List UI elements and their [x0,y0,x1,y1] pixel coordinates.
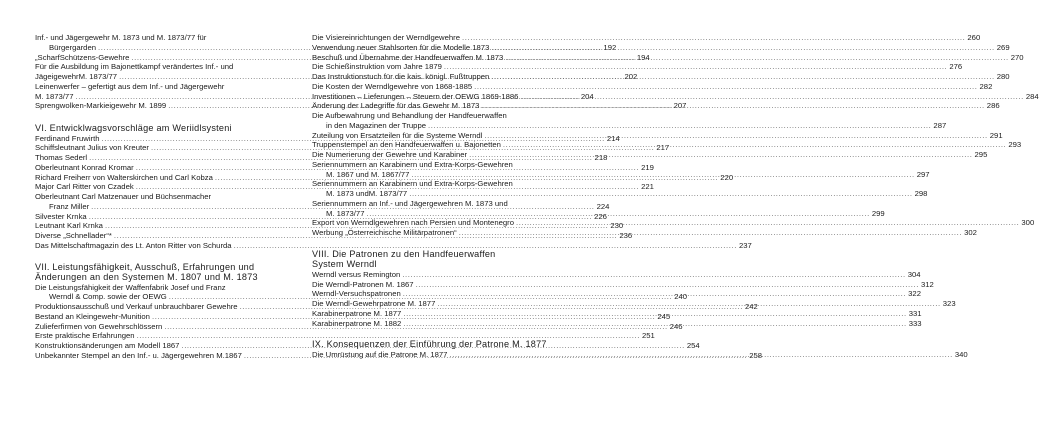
page-number: 299 [871,208,885,218]
toc-entry-title: Erste praktische Erfahrungen [35,331,135,341]
toc-entry-title: Schiffsleutnant Julius von Kreuter [35,143,149,153]
toc-entry-title: Unbekannter Stempel an den Inf.- u. Jägergewehren M.1867 [35,350,242,360]
page-number: 297 [916,169,930,179]
toc-entry-text: Die Leistungsfähigkeit der Waffenfabrik Josef und Franz [35,282,226,292]
page-number: 230 [610,221,624,231]
toc-entry-title: Die Schießinstruktion vom Jahre 1879 [312,62,442,72]
toc-entry-title: Produktionsausschuß und Verkauf unbrauchbarer Gewehre [35,302,238,311]
toc-entry-title: Karabinerpatrone M. 1877 [312,308,402,318]
toc-entry-title: Werndl versus Remington [312,269,401,279]
page-number: 258 [749,350,763,360]
page-number: 304 [907,269,921,279]
toc-entry-title: M. 1873/77 [326,208,365,218]
page-number: 270 [1010,52,1024,62]
toc-entry-text: Seriennummern an Karabinern und Extra-Korps-Gewehren [312,159,513,169]
page-number: 194 [636,52,650,62]
page-number: 214 [606,133,620,143]
toc-entry-title: Die Numerierung der Gewehre und Karabiner [312,150,468,159]
page-number: 302 [964,228,977,237]
toc-entry [312,189,928,199]
toc-entry [312,269,921,280]
toc-entry-text: Leinenwerfer – gefertigt aus dem Inf.- und Jägergewehr [35,81,225,91]
toc-entry-title: JägeigewehrM. 1873/77 [35,72,118,81]
page-number: 286 [986,101,1000,111]
toc-entry-text: Inf.- und Jägergewehr M. 1873 und M. 1873/77 für [35,33,207,42]
dot-leader [428,121,931,131]
toc-entry [312,81,993,92]
dot-leader [444,62,947,72]
page-number: 246 [669,321,683,331]
dot-leader [366,209,869,219]
dot-leader [474,82,977,92]
page-number: 340 [954,349,968,359]
toc-entry-title: „ScharfSchützens-Gewehre [35,52,130,62]
toc-entry [312,33,981,43]
page-number: 251 [641,331,655,341]
page-number: 331 [908,308,922,318]
section-heading-continued: Änderungen an den Systemen M. 1807 und M. 1873 [35,272,258,282]
toc-entry-title: Die Werndl-Gewehrpatrone M. 1877 [312,299,436,308]
toc-entry-title: M. 1873/77 [35,91,74,101]
page-number: 207 [673,101,687,111]
dot-leader [403,319,906,329]
page-number: 204 [580,91,594,101]
section-heading: VII. Leistungsfähigkeit, Ausschuß, Erfahrungen und [35,261,255,272]
page-number: 293 [1008,140,1022,150]
page-number: 245 [657,311,671,321]
toc-entry-title: Export von Werndlgewehren nach Persien und Montenegro [312,218,514,228]
page-number: 269 [996,42,1010,52]
toc-entry-title: Oberleutnant Konrad Kromar [35,162,134,172]
toc-entry [312,120,947,131]
toc-entry-title: Sprengwolken-Markieigewehr M. 1899 [35,101,167,111]
toc-entry-title: Die Visiereinrichtungen der Werndlgewehre [312,33,460,42]
page-number: 240 [674,292,688,302]
page-number: 287 [933,120,947,130]
dot-leader [449,350,952,360]
toc-entry-title: Zuteilung von Ersatzteilen für die Systeme Werndl [312,130,483,140]
dot-leader [437,299,940,309]
page-number: 192 [603,42,617,52]
page-number: 217 [656,143,670,153]
dot-leader [409,189,912,199]
toc-entry-title: Verwendung neuer Stahlsorten für die Modelle 1873 [312,42,490,52]
toc-entry-title: Werndl-Versuchspatronen [312,289,401,299]
toc-entry-title: M. 1873 undM. 1873/77 [326,189,408,198]
toc-entry-title: Investitionen – Lieferungen – Steuern der OEWG 1869-1886 [312,91,519,101]
page-number: 300 [1021,218,1035,228]
page-number: 202 [624,72,638,81]
toc-entry-text: Die Aufbewahrung und Behandlung der Handfeuerwaffen [312,111,507,120]
toc-entry-title: Truppenstempel an den Handfeuerwaffen u. Bajonetten [312,140,501,150]
page-number: 323 [942,299,956,308]
toc-entry-text: Für die Ausbildung im Bajonettkampf verändertes Inf.- und [35,62,234,72]
page-number: 236 [619,231,633,240]
dot-leader [469,150,972,160]
page-number: 298 [914,189,928,198]
toc-entry [312,279,934,290]
toc-entry-title: Werbung „Österreichische Militärpatronen“ [312,228,457,237]
toc-entry-title: Konstruktionsänderungen am Modell 1867 [35,341,180,350]
dot-leader [462,33,965,43]
page-number: 322 [908,289,921,299]
toc-entry [312,62,963,72]
toc-entry-title: Major Carl Ritter von Czadek [35,182,134,192]
dot-leader [459,228,962,238]
dot-leader [491,43,994,53]
toc-entry-title: Änderung der Ladegriffe für das Gewehr M. 1873 [312,101,480,111]
section-heading: VIII. Die Patronen zu den Handfeuerwaffen [312,248,496,259]
toc-entry-title: in den Magazinen der Truppe [326,120,427,130]
toc-entry-title: Richard Freiherr von Walterskirchen und Carl Kobza [35,172,213,182]
toc-entry-title: Zulieferfirmen von Gewehrschlössern [35,321,163,331]
toc-entry-title: Silvester Krnka [35,211,87,221]
dot-leader [481,101,984,111]
dot-leader [516,218,1019,228]
toc-entry-title: Die Werndl-Patronen M. 1867 [312,279,414,289]
dot-leader [505,53,1008,63]
section-heading: VI. Entwicklwagsvorschläge am Weriidlsysteni [35,123,232,133]
dot-leader [403,309,906,319]
toc-entry-title: Das Instruktionstuch für die kais. königl. Fußtruppen [312,72,490,81]
page-number: 220 [720,172,734,182]
toc-entry-title: Leutnant Karl Krnka [35,221,103,231]
page-number: 295 [974,150,988,159]
section-heading-continued: System Werndl [312,259,377,270]
toc-entry-title: Beschuß und Übernahme der Handfeuerwaffen M. 1873 [312,52,504,62]
dot-leader [503,140,1006,150]
toc-entry-title: Karabinerpatrone M. 1882 [312,318,402,328]
dot-leader [416,280,919,290]
page-number: 291 [989,130,1003,140]
page-number: 260 [967,33,981,42]
page-number: 254 [686,341,700,350]
page-number: 218 [594,153,608,162]
page-number: 237 [738,240,752,250]
toc-entry-title: Ferdinand Fruwirth [35,133,100,143]
section-heading: IX. Konsequenzen der Einführung der Patrone M. 1877 [312,339,547,350]
dot-leader [484,131,987,141]
dot-leader [402,270,905,280]
page-number: 219 [641,162,654,172]
page-number: 276 [949,62,963,72]
toc-entry-text: Oberleutnant Carl Matzenauer und Büchsenmacher [35,192,212,201]
page-number: 242 [744,302,758,311]
page-number: 312 [920,279,934,289]
page-number: 284 [1025,91,1039,101]
toc-entry-title: M. 1867 und M. 1867/77 [326,169,410,179]
toc-entry-title: Das Mittelschaftmagazin des Lt. Anton Ritter von Schurda [35,240,232,250]
toc-entry-title: Die Kosten der Werndlgewehre von 1868-1885 [312,81,473,91]
toc-entry-title: Franz Miller [49,201,90,211]
dot-leader [520,92,1023,102]
page-number: 226 [594,211,607,221]
page-number: 221 [641,182,654,192]
toc-entry-text: Seriennummern an Inf.- und Jägergewehren M. 1873 und [312,198,508,208]
dot-leader [411,170,914,180]
toc-entry-title: Werndl & Comp. sowie der OEWG [49,292,167,302]
toc-entry-title: Bürgergarden [49,42,97,52]
page-number: 282 [979,81,993,91]
dot-leader [403,289,906,299]
toc-entry-title: Bestand an Kleingewehr-Munition [35,311,150,321]
toc-entry-text: Seriennummern an Karabinern und Extra-Korps-Gewehren [312,179,513,189]
page-number: 280 [996,72,1010,81]
toc-entry [35,240,752,251]
toc-entry-title: Thomas Sederl [35,153,88,162]
toc-entry-title: Diverse „Schnellader“* [35,231,112,240]
toc-entry [35,331,655,341]
page-number: 333 [908,318,922,328]
toc-entry-title: Die Umrüstung auf die Patrone M. 1877 [312,349,448,359]
page-number: 224 [596,201,610,211]
dot-leader [491,72,994,82]
